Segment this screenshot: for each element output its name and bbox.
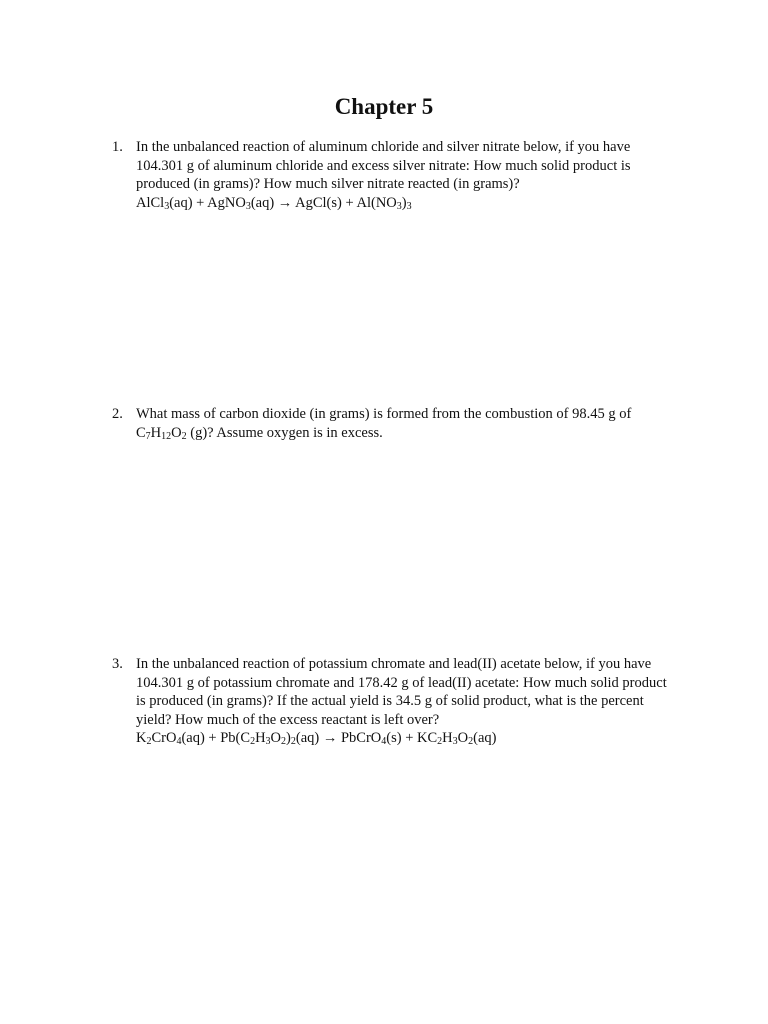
question-body — [136, 655, 676, 748]
chemical-equation — [136, 729, 676, 748]
formula-part: O — [171, 424, 182, 441]
equation-part: (s) + KC — [386, 730, 438, 746]
question-text-tail: (g)? Assume oxygen is in excess. — [186, 424, 383, 441]
question-body — [136, 138, 676, 212]
equation-subscript: 2 — [468, 736, 474, 747]
question-number: 3. — [112, 656, 123, 672]
equation-part: (aq) + Pb(C — [181, 730, 251, 746]
equation-part: (aq) — [473, 730, 497, 746]
formula-part: C — [136, 424, 146, 441]
equation-part: ) — [286, 730, 291, 746]
equation-part: ) — [401, 194, 407, 211]
equation-part: (aq) + AgNO — [169, 194, 246, 211]
question-body — [136, 405, 676, 442]
question-number: 2. — [112, 406, 123, 422]
equation-subscript: 2 — [250, 736, 256, 747]
equation-part: O — [457, 730, 469, 746]
equation-subscript: 4 — [176, 736, 182, 747]
formula-part: H — [150, 424, 162, 441]
equation-subscript: 4 — [381, 736, 387, 747]
equation-subscript: 2 — [437, 736, 443, 747]
equation-subscript: 3 — [406, 200, 412, 212]
equation-subscript: 3 — [265, 736, 271, 747]
equation-part: (aq) → AgCl(s) + Al(NO — [250, 194, 397, 211]
equation-part: H — [255, 730, 266, 746]
question-text: In the unbalanced reaction of aluminum chloride and silver nitrate below, if you have 104.301 g of aluminum chloride and excess silver nitrate: How much solid product is produced (in grams)? How much silver nitrate reacted (in grams)? — [136, 139, 631, 192]
equation-part: K — [136, 730, 147, 746]
formula-subscript: 7 — [145, 430, 151, 442]
question-number: 1. — [112, 139, 123, 155]
formula-subscript: 2 — [181, 430, 187, 442]
equation-subscript: 2 — [146, 736, 152, 747]
question-text: In the unbalanced reaction of potassium chromate and lead(II) acetate below, if you have 104.301 g of potassium chromate and 178.42 g of lead(II) acetate: How much solid product is produced (in grams)? If the actual yield is 34.5 g of solid product, what is the percent yield? How much of the excess reactant is left over? — [136, 656, 667, 728]
equation-subscript: 3 — [452, 736, 458, 747]
equation-part: AlCl — [136, 194, 165, 211]
equation-part: O — [270, 730, 282, 746]
question-text: What mass of carbon dioxide (in grams) is formed from the combustion of 98.45 g of — [136, 406, 632, 422]
equation-part: (aq) → PbCrO — [295, 730, 382, 746]
equation-subscript: 3 — [396, 200, 402, 212]
equation-part: H — [442, 730, 453, 746]
page-title: Chapter 5 — [334, 94, 434, 119]
equation-part: CrO — [151, 730, 177, 746]
chemical-equation — [136, 194, 676, 213]
formula-subscript: 12 — [161, 430, 172, 442]
chemical-formula — [136, 424, 676, 443]
equation-subscript: 3 — [164, 200, 170, 212]
equation-subscript: 3 — [245, 200, 251, 212]
equation-subscript: 2 — [281, 736, 287, 747]
equation-subscript: 2 — [290, 736, 296, 747]
